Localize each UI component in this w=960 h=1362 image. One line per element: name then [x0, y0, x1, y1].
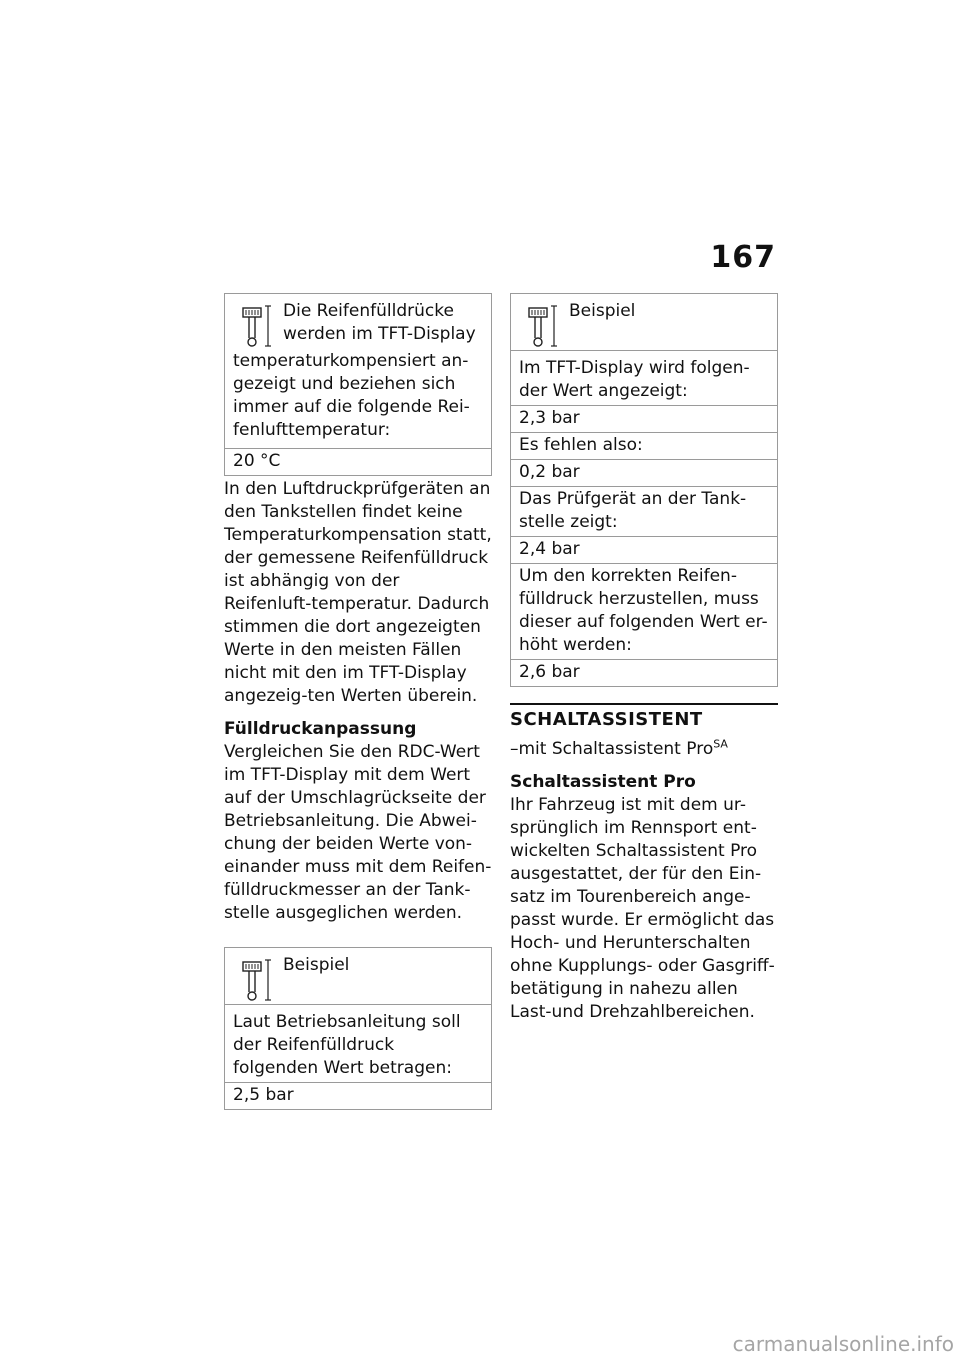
example-row: 2,4 bar — [511, 536, 777, 563]
paragraph-pressure-adjustment: Vergleichen Sie den RDC-Wert im TFT-Display mit dem Wert auf der Umschlagrückseite der Betriebsanleitung. Die Abwei-chung der beiden Werte von-einander muss mit dem Reifen-fülldruckmesser an der Tank-stelle ausgeglichen werden. — [224, 742, 492, 923]
section-title-shift-assistant: SCHALTASSISTENT — [510, 703, 778, 732]
paragraph-shift-assistant-pro: Ihr Fahrzeug ist mit dem ur-sprünglich im Rennsport ent-wickelten Schaltassistent Pro ausgestattet, der für den Ein-satz im Tourenbereich ange-passt wurde. Er ermöglicht das Hoch- und Herunterschalten ohne Kupplungs- oder Gasgriff-betätigung in nahezu allen Last-und Drehzahlbereichen. — [510, 795, 775, 1022]
subheading-shift-assistant-pro: Schaltassistent Pro — [510, 772, 696, 792]
left-column — [224, 293, 492, 1110]
equipment-note-text: –mit Schaltassistent Pro — [510, 739, 714, 759]
special-equipment-mark: SA — [713, 737, 728, 751]
subheading-pressure-adjustment: Fülldruckanpassung — [224, 719, 417, 739]
info-box-temperature — [224, 293, 492, 476]
example-box-head — [225, 948, 491, 1004]
info-box-value: 20 °C — [225, 448, 491, 475]
example-box-right — [510, 293, 778, 687]
example-row: Laut Betriebsanleitung soll der Reifenfülldruck folgenden Wert betragen: — [225, 1004, 491, 1082]
example-row: 2,6 bar — [511, 659, 777, 686]
tire-pressure-gauge-icon — [241, 302, 275, 350]
example-row: 2,5 bar — [225, 1082, 491, 1109]
example-row: Im TFT-Display wird folgen-der Wert angezeigt: — [511, 350, 777, 405]
paragraph-temperature-compensation: In den Luftdruckprüfgeräten an den Tankstellen findet keine Temperaturkompensation statt, der gemessene Reifenfülldruck ist abhängig von der Reifenluft-temperatur. Dadurch stimmen die dort angezeigten Werte in den meisten Fällen nicht mit den im TFT-Display angezeig-ten Werten überein. — [224, 479, 492, 706]
example-row: Um den korrekten Reifen-fülldruck herzustellen, muss dieser auf folgenden Wert er-höht werden: — [511, 563, 777, 659]
example-box-left — [224, 947, 492, 1110]
example-box-title: Beispiel — [283, 955, 350, 975]
example-row: Das Prüfgerät an der Tank-stelle zeigt: — [511, 486, 777, 536]
page-number: 167 — [710, 240, 776, 275]
info-box-text: Die Reifenfülldrücke werden im TFT-Display temperaturkompensiert an-gezeigt und beziehen sich immer auf die folgende Rei-fenlufttemperatur: — [233, 301, 476, 440]
info-box-head — [225, 294, 491, 448]
equipment-note — [510, 738, 778, 761]
watermark: carmanualsonline.info — [732, 1332, 954, 1356]
example-row: 2,3 bar — [511, 405, 777, 432]
right-column — [510, 293, 778, 1024]
example-box-title: Beispiel — [569, 301, 636, 321]
example-box-head — [511, 294, 777, 350]
example-row: Es fehlen also: — [511, 432, 777, 459]
tire-pressure-gauge-icon — [527, 302, 561, 350]
example-row: 0,2 bar — [511, 459, 777, 486]
tire-pressure-gauge-icon — [241, 956, 275, 1004]
